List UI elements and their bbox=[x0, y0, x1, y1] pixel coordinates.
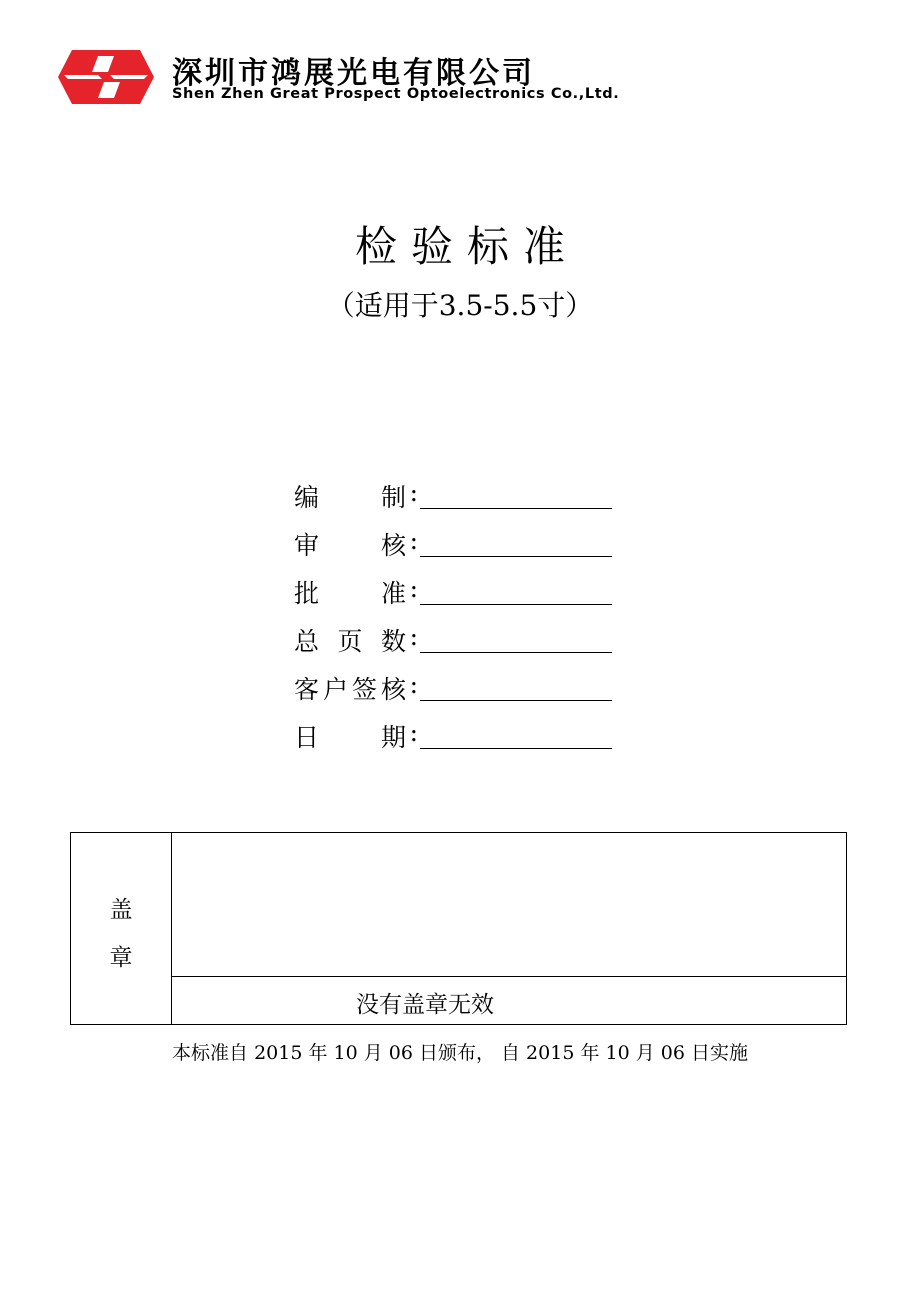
company-name-en: Shen Zhen Great Prospect Optoelectronics Co.,Ltd. bbox=[172, 86, 620, 102]
field-input-line[interactable] bbox=[420, 556, 612, 557]
stamp-label-bottom: 章 bbox=[109, 945, 133, 971]
stamp-note: 没有盖章无效 bbox=[356, 992, 494, 1018]
field-input-line[interactable] bbox=[420, 652, 612, 653]
field-input-line[interactable] bbox=[420, 604, 612, 605]
document-subtitle: （适用于3.5-5.5寸） bbox=[326, 289, 594, 322]
stamp-area bbox=[172, 833, 846, 977]
stamp-label-cell bbox=[71, 833, 172, 1024]
field-label: 批 准 : bbox=[294, 574, 418, 608]
field-input-line[interactable] bbox=[420, 748, 612, 749]
document-title: 检验标准 bbox=[354, 222, 579, 271]
stamp-label-top: 盖 bbox=[109, 897, 133, 923]
field-label: 总 页 数 : bbox=[294, 622, 418, 656]
stamp-note-cell bbox=[172, 977, 846, 1024]
field-label: 审 核 : bbox=[294, 526, 418, 560]
field-label: 编 制 : bbox=[294, 478, 418, 512]
stamp-table bbox=[70, 832, 847, 1025]
field-label: 日 期 : bbox=[294, 718, 418, 752]
company-logo bbox=[58, 50, 154, 104]
field-input-line[interactable] bbox=[420, 700, 612, 701]
field-input-line[interactable] bbox=[420, 508, 612, 509]
company-name-cn: 深圳市鸿展光电有限公司 bbox=[172, 56, 535, 91]
field-label: 客 户 签 核 : bbox=[294, 670, 418, 704]
footer-effective-date: 本标准自 2015 年 10 月 06 日颁布， 自 2015 年 10 月 06 日实施 bbox=[172, 1042, 748, 1064]
